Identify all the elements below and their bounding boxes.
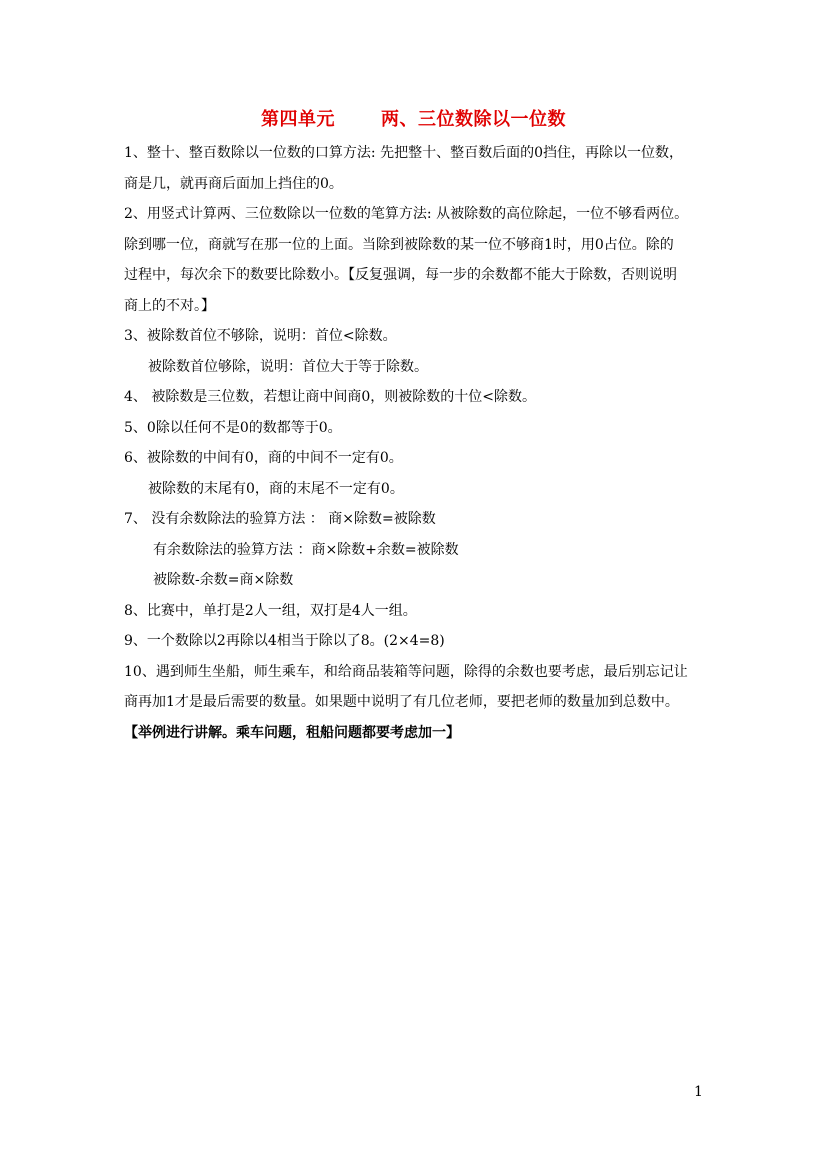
note-line: 10、遇到师生坐船，师生乘车，和给商品装箱等问题，除得的余数也要考虑，最后别忘记让 (124, 663, 688, 680)
note-line: 2、用竖式计算两、三位数除以一位数的笔算方法: 从被除数的高位除起，一位不够看两位。 (124, 206, 689, 222)
note-line: 6、被除数的中间有0，商的中间不一定有0。 (124, 450, 403, 466)
notes-body (124, 138, 714, 748)
note-line: 4、 被除数是三位数，若想让商中间商0，则被除数的十位<除数。 (124, 389, 536, 405)
note-line: 商上的不对。】 (124, 297, 215, 314)
title-unit: 第四单元 (261, 109, 335, 130)
note-line: 7、 没有余数除法的验算方法 ： 商×除数=被除数 (124, 511, 436, 527)
note-line: 被除数的末尾有0，商的末尾不一定有0。 (148, 480, 404, 497)
page-title (0, 105, 827, 131)
note-line: 9、一个数除以2再除以4相当于除以了8。(2×4=8) (124, 633, 445, 649)
note-line: 被除数首位够除，说明：首位大于等于除数。 (148, 358, 428, 375)
note-line: 有余数除法的验算方法 ：商×除数+余数=被除数 (153, 541, 459, 558)
page-number: 1 (694, 1084, 703, 1100)
note-line: 商是几，就再商后面加上挡住的0。 (124, 175, 343, 192)
note-line: 8、比赛中，单打是2人一组，双打是4人一组。 (124, 602, 417, 619)
note-line: 【举例进行讲解。乘车问题，租船问题都要考虑加一】 (124, 724, 460, 741)
note-line: 过程中，每次余下的数要比除数小。【反复强调，每一步的余数都不能大于除数，否则说明 (124, 267, 677, 283)
note-line: 被除数-余数=商×除数 (153, 572, 294, 588)
note-line: 除到哪一位，商就写在那一位的上面。当除到被除数的某一位不够商1时，用0占位。除的 (124, 236, 674, 253)
note-line: 5、0除以任何不是0的数都等于0。 (124, 419, 342, 436)
note-line: 商再加1才是最后需要的数量。如果题中说明了有几位老师，要把老师的数量加到总数中。 (124, 694, 679, 710)
note-line: 3、被除数首位不够除，说明：首位<除数。 (124, 328, 397, 344)
title-topic: 两、三位数除以一位数 (381, 109, 566, 130)
note-line: 1、整十、整百数除以一位数的口算方法: 先把整十、整百数后面的0挡住，再除以一位数， (124, 145, 683, 161)
